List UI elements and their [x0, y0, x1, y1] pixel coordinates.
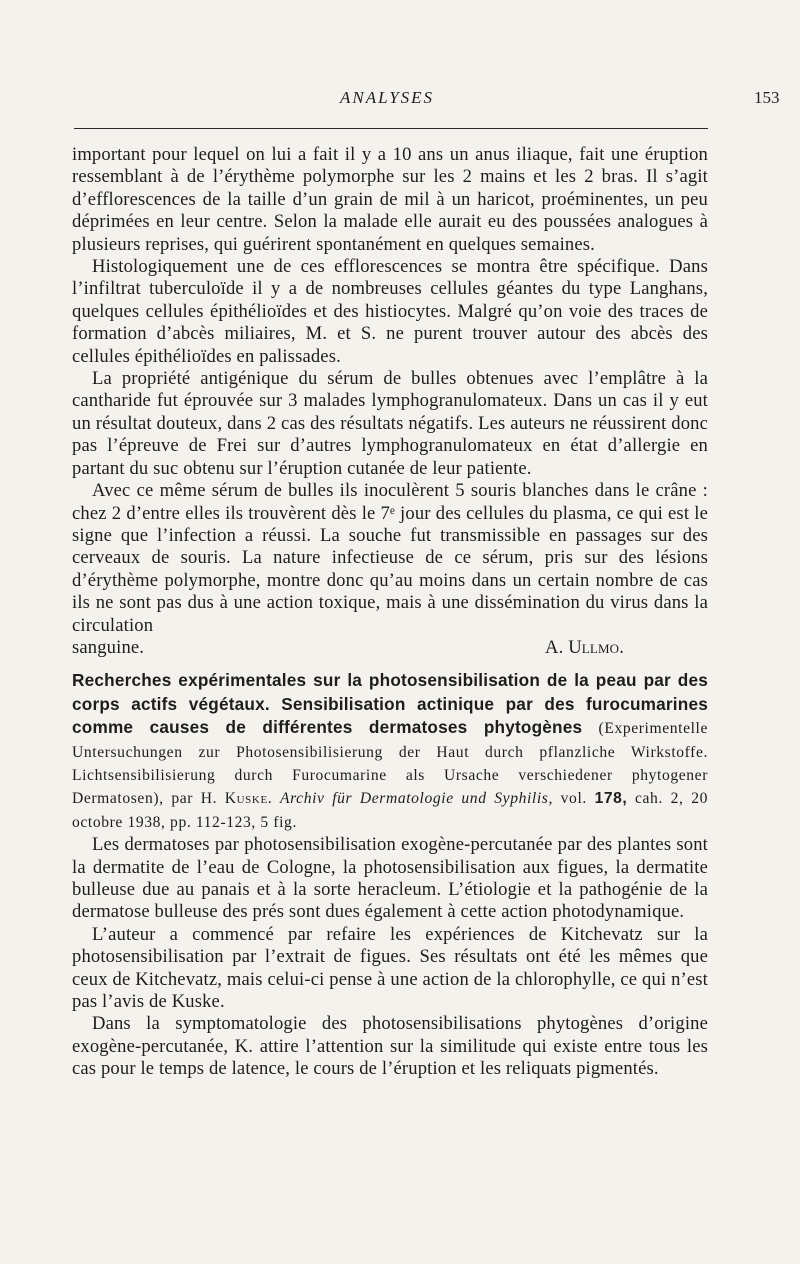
paragraph-4: Avec ce même sérum de bulles ils inoculèrent 5 souris blanches dans le crâne : chez 2 d’entre elles ils trouvèrent dès le 7ᵉ jour des cellules du plasma, ce qui est le signe que l’infection a réussi. La souche fut transmissible en passages sur des cerveaux de souris. La nature infectieuse de ce sérum, pris sur des lésions d’érythème polymorphe, montre donc qu’au moins dans un certain nombre de cas ils ne sont pas dus à une action toxique, mais à une dissémination du virus dans la circulation — [72, 480, 708, 636]
paragraph-4-last-line: sanguine. — [72, 636, 145, 658]
paragraph-6: L’auteur a commencé par refaire les expériences de Kitchevatz sur la photosensibilisation par l’extrait de figues. Ses résultats ont été les mêmes que ceux de Kitchevatz, mais celui-ci pense à une action de la chlorophylle, ce qui n’est pas l’avis de Kuske. — [72, 923, 708, 1013]
volume-number: 178, — [594, 790, 628, 808]
paragraph-3: La propriété antigénique du sérum de bulles obtenues avec l’emplâtre à la cantharide fut éprouvée sur 3 malades lymphogranulomateux. Dans un cas il y eut un résultat douteux, dans 2 cas des résultats négatifs. Les auteurs ne réussirent donc pas l’épreuve de Frei sur d’autres lymphogranulomateux en état d’allergie en partant du suc obtenu sur l’éruption cutanée de leur patiente. — [72, 368, 708, 479]
article-author: Kuske. — [224, 790, 273, 808]
header-rule — [74, 128, 708, 129]
running-header — [0, 84, 800, 108]
body-text — [72, 144, 708, 1081]
article-original-title: (Experimentelle Untersuchungen zur Photosensibilisierung der Haut durch pflanzliche Wirkstoffe. Lichtsensibilisierung durch Furocumarine als Ursache verschiedener phytogener Dermatosen), — [72, 720, 708, 808]
issue-details: cah. 2, 20 octobre 1938, pp. 112-123, 5 fig. — [72, 790, 709, 831]
article-title: Recherches expérimentales sur la photosensibilisation de la peau par des corps actifs végétaux. Sensibilisation actinique par des furocumarines comme causes de différentes dermatoses phytogènes — [72, 670, 708, 738]
paragraph-5: Les dermatoses par photosensibilisation exogène-percutanée par des plantes sont la dermatite de l’eau de Cologne, la photosensibilisation aux figues, la dermatite bulleuse due au panais et à la sorte heracleum. L’étiologie et la pathogénie de la dermatose bulleuse des prés sont dues également à cette action photodynamique. — [72, 834, 708, 923]
volume-prefix: vol. — [560, 790, 587, 808]
page-number: 153 — [754, 88, 780, 107]
review-signature: A. Ullmo. — [545, 636, 624, 658]
paragraph-1: important pour lequel on lui a fait il y a 10 ans un anus iliaque, fait une éruption ressemblant à de l’érythème polymorphe sur les 2 mains et les 2 bras. Il s’agit d’efflorescences de la taille d’un grain de mil à un haricot, proéminentes, un peu déprimées en leur centre. Selon la malade elle aurait eu des poussées analogues à plusieurs reprises, qui guérirent spontanément en quelques semaines. — [72, 144, 708, 255]
paragraph-7: Dans la symptomatologie des photosensibilisations phytogènes d’origine exogène-percutanée, K. attire l’attention sur la similitude qui existe entre tous les cas pour le temps de latence, le cours de l’éruption et les reliquats pigmentés. — [72, 1013, 708, 1080]
article-heading — [72, 669, 708, 834]
journal-name: Archiv für Dermatologie und Syphilis, — [279, 790, 553, 808]
running-title: ANALYSES — [340, 88, 435, 107]
paragraph-4-end — [72, 637, 708, 659]
author-prefix: par H. — [171, 790, 218, 808]
paragraph-2: Histologiquement une de ces efflorescences se montra être spécifique. Dans l’infiltrat tuberculoïde il y a de nombreuses cellules géantes du type Langhans, quelques cellules épithélioïdes et des histiocytes. Malgré qu’on voie des traces de formation d’abcès miliaires, M. et S. ne purent trouver autour des abcès des cellules épithélioïdes en palissades. — [72, 256, 708, 367]
